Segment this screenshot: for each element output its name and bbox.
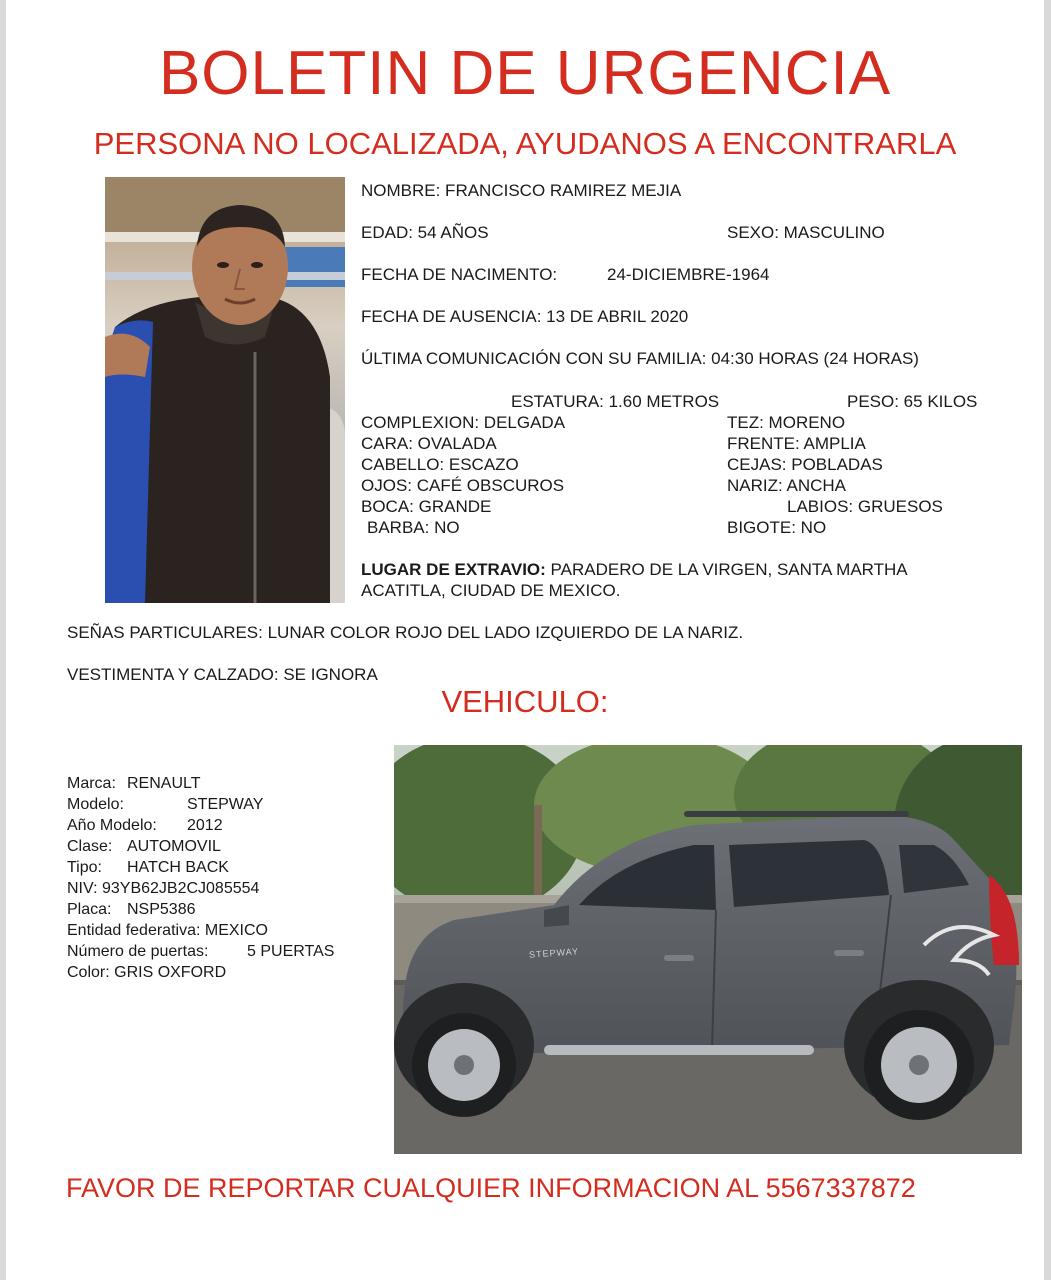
person-photo-illustration: [105, 177, 345, 603]
cejas-field: CEJAS: POBLADAS: [727, 455, 883, 474]
bigote-field: BIGOTE: NO: [727, 518, 827, 537]
barba-field: BARBA: NO: [367, 518, 460, 537]
lugar-extravio-label: LUGAR DE EXTRAVIO:: [361, 560, 546, 579]
lugar-extravio: [361, 560, 908, 580]
anio-label: Año Modelo:: [67, 817, 157, 834]
tipo-label: Tipo:: [67, 859, 102, 876]
fecha-nacimiento-label: FECHA DE NACIMENTO:: [361, 265, 558, 284]
sexo-field: SEXO: MASCULINO: [727, 223, 885, 242]
fecha-ausencia-field: FECHA DE AUSENCIA: 13 DE ABRIL 2020: [361, 307, 689, 326]
modelo-value: STEPWAY: [187, 796, 264, 813]
lugar-extravio-line1: PARADERO DE LA VIRGEN, SANTA MARTHA: [550, 560, 908, 579]
tipo-value: HATCH BACK: [127, 859, 229, 876]
estatura-field: ESTATURA: 1.60 METROS: [511, 392, 720, 411]
vehicle-photo: [394, 745, 1022, 1154]
marca-value: RENAULT: [127, 775, 201, 792]
placa-value: NSP5386: [127, 901, 196, 918]
vestimenta-calzado: VESTIMENTA Y CALZADO: SE IGNORA: [67, 665, 378, 684]
clase-value: AUTOMOVIL: [127, 838, 221, 855]
vehicle-photo-illustration: [394, 745, 1022, 1154]
nombre-field: NOMBRE: FRANCISCO RAMIREZ MEJIA: [361, 181, 682, 200]
vehicle-title: VEHICULO:: [441, 684, 609, 719]
puertas-label: Número de puertas:: [67, 943, 209, 960]
labios-field: LABIOS: GRUESOS: [787, 497, 943, 516]
color-field: Color: GRIS OXFORD: [67, 964, 227, 981]
complexion-field: COMPLEXION: DELGADA: [361, 413, 566, 432]
entidad-field: Entidad federativa: MEXICO: [67, 922, 268, 939]
vehicle-badge-text: STEPWAY: [528, 946, 580, 960]
person-photo: [105, 177, 345, 603]
cabello-field: CABELLO: ESCAZO: [361, 455, 519, 474]
senas-particulares: SEÑAS PARTICULARES: LUNAR COLOR ROJO DEL LADO IZQUIERDO DE LA NARIZ.: [67, 623, 744, 642]
nariz-field: NARIZ: ANCHA: [727, 476, 847, 495]
ultima-comunicacion-field: ÚLTIMA COMUNICACIÓN CON SU FAMILIA: 04:30 HORAS (24 HORAS): [361, 349, 919, 368]
peso-field: PESO: 65 KILOS: [847, 392, 978, 411]
bulletin-title: BOLETIN DE URGENCIA: [158, 39, 892, 108]
frente-field: FRENTE: AMPLIA: [727, 434, 866, 453]
modelo-label: Modelo:: [67, 796, 124, 813]
marca-label: Marca:: [67, 775, 116, 792]
lugar-extravio-line2: ACATITLA, CIUDAD DE MEXICO.: [361, 581, 621, 600]
boca-field: BOCA: GRANDE: [361, 497, 492, 516]
anio-value: 2012: [187, 817, 223, 834]
clase-label: Clase:: [67, 838, 113, 855]
placa-label: Placa:: [67, 901, 112, 918]
fecha-nacimiento-value: 24-DICIEMBRE-1964: [607, 265, 770, 284]
bulletin-page: [6, 0, 1044, 1280]
tez-field: TEZ: MORENO: [727, 413, 846, 432]
cara-field: CARA: OVALADA: [361, 434, 497, 453]
footer-contact: FAVOR DE REPORTAR CUALQUIER INFORMACION AL 5567337872: [66, 1173, 916, 1203]
ojos-field: OJOS: CAFÉ OBSCUROS: [361, 476, 565, 495]
bulletin-subtitle: PERSONA NO LOCALIZADA, AYUDANOS A ENCONTRARLA: [93, 126, 957, 161]
niv-field: NIV: 93YB62JB2CJ085554: [67, 880, 260, 897]
puertas-value: 5 PUERTAS: [247, 943, 335, 960]
edad-field: EDAD: 54 AÑOS: [361, 223, 489, 242]
